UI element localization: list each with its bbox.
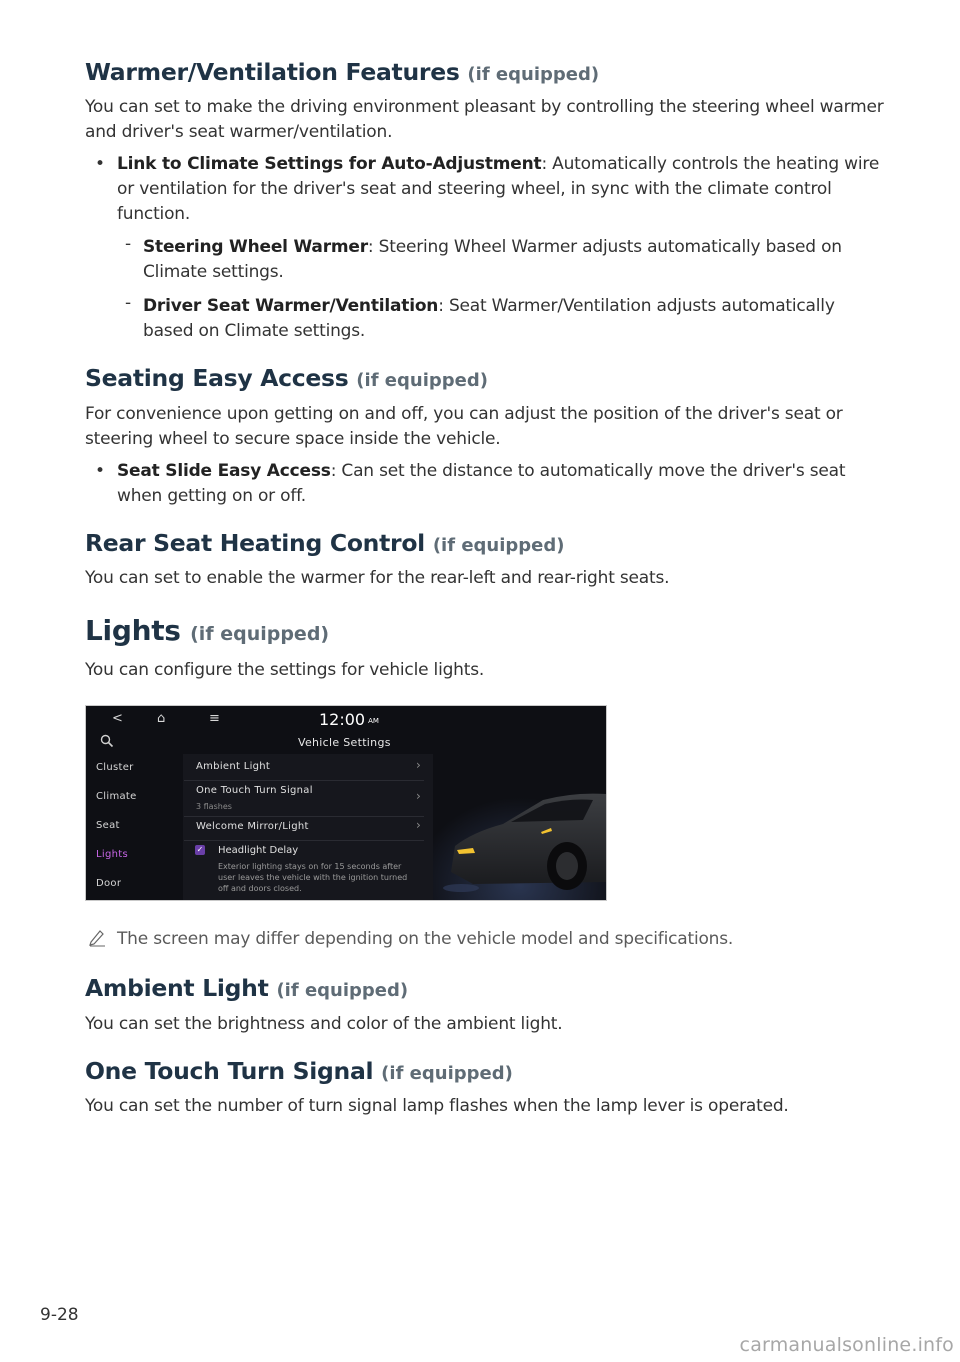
note: The screen may differ depending on the vehicle model and specifications. [85,927,885,952]
bullet-dot: • [95,154,105,175]
row-one-touch-turn-signal[interactable]: One Touch Turn Signal [196,785,313,797]
bullet-dot: • [95,460,105,481]
page-number: 9-28 [40,1305,79,1325]
menu-icon[interactable]: ≡ [209,711,220,727]
seating-description: For convenience upon getting on and off, you can adjust the position of the driver's seat or steering wheel to secure space inside the vehicle. [85,403,843,449]
vehicle-settings-screenshot [85,705,607,901]
row-welcome-mirror-light[interactable]: Welcome Mirror/Light [196,821,309,833]
divider [184,780,424,781]
screen-clock: 12:00 AM [319,710,379,730]
warmer-bullets [85,152,885,227]
sub-driver-seat-warmer: - Driver Seat Warmer/Ventilation: Seat Warmer/Ventilation adjusts automatically based on Climate settings. [125,293,835,342]
if-equipped-label: (if equipped) [467,64,600,85]
seating-bullets [85,459,885,509]
chevron-right-icon: › [416,758,421,773]
bullet-link-climate: • Link to Climate Settings for Auto-Adjustment: Automatically controls the heating wire or ventilation for the driver's seat and steering wheel, in sync with the climate control function. [95,154,880,225]
if-equipped-label: (if equipped) [276,980,409,1002]
section-title-rear: Rear Seat Heating Control (if equipped) [85,528,565,557]
pencil-icon [87,927,107,947]
manual-page [85,58,885,1119]
sidebar-item-climate[interactable]: Climate [96,791,137,803]
headlight-delay-description: Exterior lighting stays on for 15 seconds after user leaves the vehicle with the ignition turned off and doors closed. [218,862,408,894]
sidebar-item-seat[interactable]: Seat [96,820,120,832]
chevron-right-icon: › [416,789,421,804]
ambient-description: You can set the brightness and color of the ambient light. [85,1013,563,1034]
dash-marker: - [125,293,131,314]
section-title-ambient: Ambient Light (if equipped) [85,974,409,1003]
section-title-seating: Seating Easy Access (if equipped) [85,364,488,393]
rear-description: You can set to enable the warmer for the rear-left and rear-right seats. [85,568,670,589]
chevron-right-icon: › [416,818,421,833]
row-headlight-delay[interactable]: Headlight Delay [218,845,299,857]
sidebar-item-cluster[interactable]: Cluster [96,762,134,774]
sub-steering-wheel-warmer: - Steering Wheel Warmer: Steering Wheel Warmer adjusts automatically based on Climate settings. [125,234,842,283]
one-touch-value: 3 flashes [196,802,232,812]
headlight-delay-checkbox[interactable]: ✓ [196,845,204,855]
bullet-seat-slide: • Seat Slide Easy Access: Can set the distance to automatically move the driver's seat when getting on or off. [95,460,846,506]
if-equipped-label: (if equipped) [381,1062,513,1084]
warmer-description: You can set to make the driving environment pleasant by controlling the steering wheel warmer and driver's seat warmer/ventilation. [85,97,884,143]
warmer-sub-bullets [85,235,885,344]
screen-title: Vehicle Settings [298,736,391,750]
dash-marker: - [125,234,131,255]
back-icon[interactable]: < [112,711,123,727]
watermark: carmanualsonline.info [739,1334,954,1356]
sidebar-item-lights[interactable]: Lights [96,849,128,861]
onetouch-description: You can set the number of turn signal lamp flashes when the lamp lever is operated. [85,1095,789,1116]
divider [184,840,424,841]
sidebar-item-door[interactable]: Door [96,878,122,890]
if-equipped-label: (if equipped) [432,534,565,556]
if-equipped-label: (if equipped) [190,623,330,646]
home-icon[interactable]: ⌂ [157,711,166,727]
divider [184,816,424,817]
vehicle-image [433,754,606,900]
row-ambient-light[interactable]: Ambient Light [196,761,271,773]
section-title-lights: Lights (if equipped) [85,614,330,648]
if-equipped-label: (if equipped) [356,370,488,392]
lights-description: You can configure the settings for vehicle lights. [85,660,485,681]
section-title-warmer: Warmer/Ventilation Features (if equipped) [85,58,600,86]
search-icon[interactable] [100,734,114,751]
section-title-onetouch: One Touch Turn Signal (if equipped) [85,1056,513,1085]
